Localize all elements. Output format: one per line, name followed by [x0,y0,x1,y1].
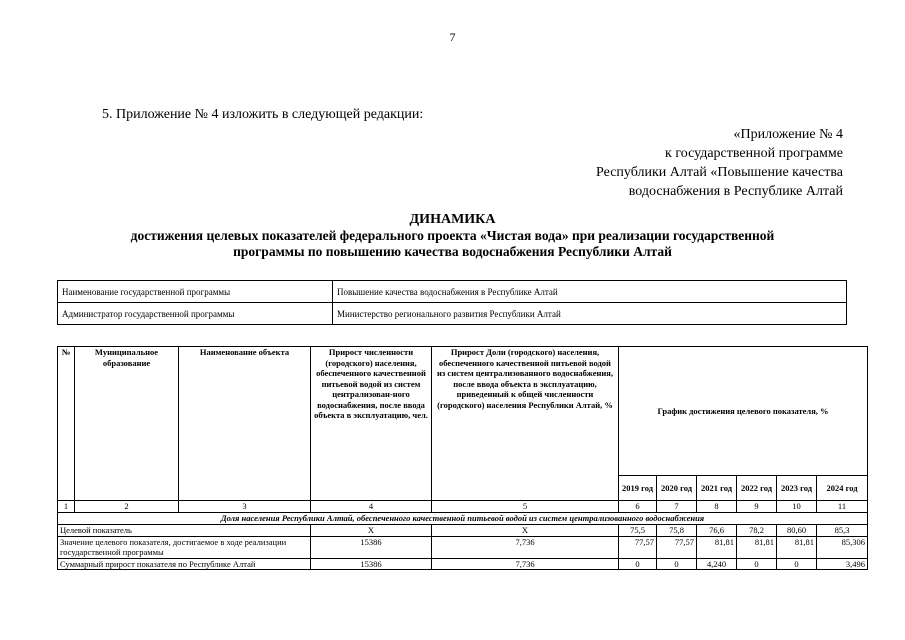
cell-year: 0 [619,558,657,570]
index-cell: 2 [75,501,179,513]
cell-year: 78,2 [737,525,777,537]
cell-year: 80,60 [777,525,817,537]
cell-year: 0 [737,558,777,570]
info-value: Повышение качества водоснабжения в Республике Алтай [333,281,847,303]
title-line-2: достижения целевых показателей федерального проекта «Чистая вода» при реализации государственной [130,228,775,243]
index-cell: 3 [179,501,311,513]
header-year: 2024 год [817,476,868,501]
cell-year: 4,240 [697,558,737,570]
index-row [58,501,868,513]
info-row [58,303,847,325]
title-line-1: ДИНАМИКА [409,212,496,227]
row-label: Значение целевого показателя, достигаемое в ходе реализации государственной программы [58,536,311,558]
table-row [58,525,868,537]
appendix-line: «Приложение № 4 [733,127,843,142]
indicator-table [57,346,868,570]
index-cell: 10 [777,501,817,513]
cell-share: X [432,525,619,537]
row-label: Целевой показатель [58,525,311,537]
program-info-table [57,280,847,325]
cell-pop: 15386 [311,536,432,558]
index-cell: 1 [58,501,75,513]
header-year: 2020 год [657,476,697,501]
index-cell: 7 [657,501,697,513]
header-year: 2021 год [697,476,737,501]
cell-year: 77,57 [619,536,657,558]
intro-text: 5. Приложение № 4 изложить в следующей редакции: [102,107,424,122]
cell-year: 75,5 [619,525,657,537]
header-pop-increase: Прирост численности (городского) населения, обеспеченного качественной питьевой водой из систем централизован-ного водоснабжения, после ввода объекта в эксплуатацию, чел. [311,347,432,501]
cell-year: 81,81 [737,536,777,558]
cell-year: 3,496 [817,558,868,570]
index-cell: 4 [311,501,432,513]
cell-year: 0 [657,558,697,570]
page-number: 7 [449,30,456,44]
cell-year: 81,81 [697,536,737,558]
cell-year: 76,6 [697,525,737,537]
header-municipality: Муниципальное образование [75,347,179,501]
cell-year: 85,3 [817,525,868,537]
info-value: Министерство регионального развития Республики Алтай [333,303,847,325]
document-title [0,212,905,260]
header-object: Наименование объекта [179,347,311,501]
info-label: Наименование государственной программы [58,281,333,303]
table-row [58,536,868,558]
cell-pop: X [311,525,432,537]
appendix-line: к государственной программе [665,146,843,161]
info-row [58,281,847,303]
section-title: Доля населения Республики Алтай, обеспеченного качественной питьевой водой из систем централизованного водоснабжения [58,513,868,525]
table-row [58,558,868,570]
header-share-increase: Прирост Доли (городского) населения, обеспеченного качественной питьевой водой из систем централизованного водоснабжения, после ввода объекта в эксплуатацию, приведенный к общей численности (городского) населения Республики Алтай, % [432,347,619,501]
cell-share: 7,736 [432,558,619,570]
index-cell: 9 [737,501,777,513]
appendix-line: водоснабжения в Республике Алтай [628,184,843,199]
header-year: 2022 год [737,476,777,501]
header-no: № [58,347,75,501]
cell-share: 7,736 [432,536,619,558]
cell-year: 81,81 [777,536,817,558]
section-row [58,513,868,525]
cell-year: 75,8 [657,525,697,537]
index-cell: 8 [697,501,737,513]
appendix-line: Республики Алтай «Повышение качества [596,165,843,180]
header-year: 2023 год [777,476,817,501]
appendix-header [596,125,843,201]
header-year: 2019 год [619,476,657,501]
cell-year: 85,306 [817,536,868,558]
title-line-3: программы по повышению качества водоснабжения Республики Алтай [233,244,672,259]
index-cell: 6 [619,501,657,513]
info-label: Администратор государственной программы [58,303,333,325]
header-schedule: График достижения целевого показателя, % [619,347,868,476]
cell-year: 0 [777,558,817,570]
cell-pop: 15386 [311,558,432,570]
index-cell: 11 [817,501,868,513]
index-cell: 5 [432,501,619,513]
cell-year: 77,57 [657,536,697,558]
row-label: Суммарный прирост показателя по Республике Алтай [58,558,311,570]
